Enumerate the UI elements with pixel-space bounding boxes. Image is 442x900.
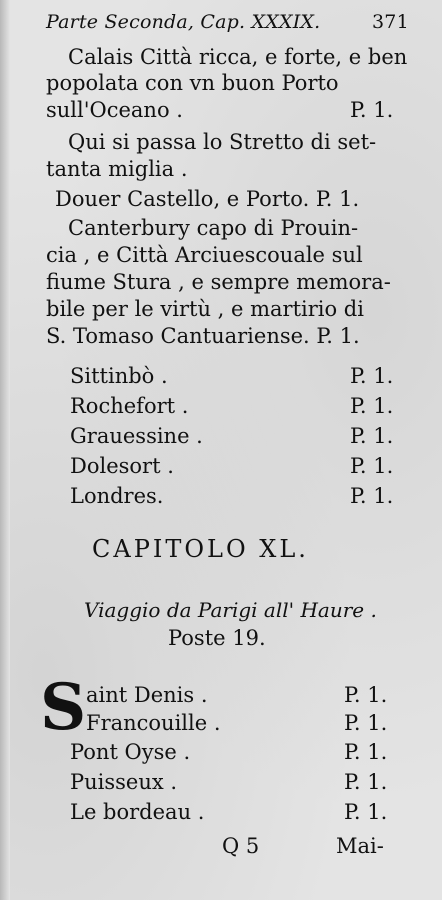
chapter-title: CAPITOLO XL. <box>92 535 309 563</box>
text-line: Calais Città ricca, e forte, e ben <box>68 45 408 69</box>
post-count: P. 1. <box>344 683 388 707</box>
catchword: Mai- <box>336 834 384 858</box>
text-line: Qui si passa lo Stretto di set- <box>68 130 377 154</box>
station-name: Puisseux . <box>70 770 178 794</box>
text-line: Canterbury capo di Prouin- <box>68 216 359 240</box>
post-count: P. 1. <box>344 800 388 824</box>
text-line: Douer Castello, e Porto. P. 1. <box>55 187 360 211</box>
post-count: P. 1. <box>350 98 394 122</box>
station-name: Le bordeau . <box>70 800 205 824</box>
page-edge <box>0 0 10 900</box>
post-count: P. 1. <box>350 454 394 478</box>
post-count: P. 1. <box>344 770 388 794</box>
post-count: P. 1. <box>350 394 394 418</box>
station-name: Londres. <box>70 484 164 508</box>
text-line: cia , e Città Arciuescouale sul <box>46 243 363 267</box>
text-line: tanta miglia . <box>46 157 188 181</box>
chapter-poste: Poste 19. <box>168 626 266 650</box>
post-count: P. 1. <box>350 364 394 388</box>
text-line: S. Tomaso Cantuariense. P. 1. <box>46 324 360 348</box>
station-name: Pont Oyse . <box>70 740 191 764</box>
station-name: Francouille . <box>86 711 221 735</box>
text-line: bile per le virtù , e martirio di <box>46 297 364 321</box>
post-count: P. 1. <box>350 424 394 448</box>
text-line: sull'Oceano . <box>46 98 183 122</box>
station-name: aint Denis . <box>86 683 208 707</box>
chapter-subtitle: Viaggio da Parigi all' Haure . <box>84 598 377 622</box>
station-name: Sittinbò . <box>70 364 168 388</box>
station-name: Dolesort . <box>70 454 174 478</box>
station-name: Grauessine . <box>70 424 203 448</box>
page-number: 371 <box>372 11 409 33</box>
text-line: popolata con vn buon Porto <box>46 71 339 95</box>
station-name: Rochefort . <box>70 394 189 418</box>
drop-capital: S <box>40 670 87 745</box>
post-count: P. 1. <box>350 484 394 508</box>
signature-mark: Q 5 <box>222 834 260 858</box>
text-line: fiume Stura , e sempre memora- <box>46 270 391 294</box>
post-count: P. 1. <box>344 711 388 735</box>
running-title: Parte Seconda, Cap. XXXIX. <box>46 11 321 33</box>
post-count: P. 1. <box>344 740 388 764</box>
